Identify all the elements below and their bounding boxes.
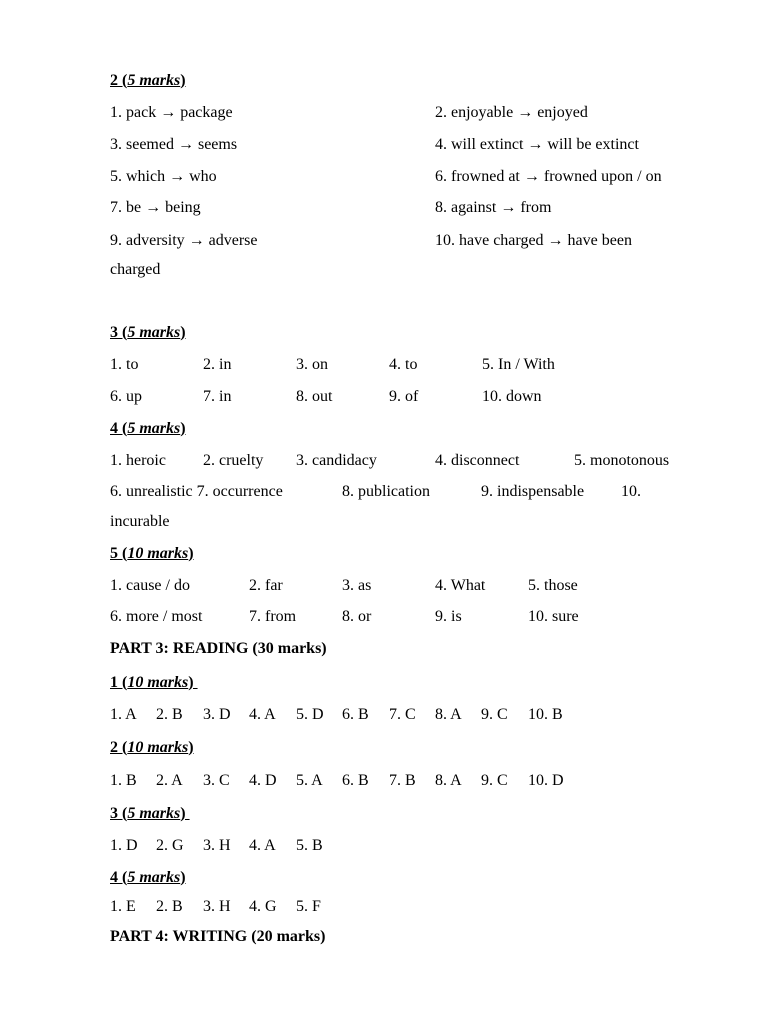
s3-item: 10. down [482, 388, 542, 405]
r2-answer: 6. B [342, 772, 369, 789]
r3-answer: 4. A [249, 837, 276, 854]
s2-item: 8. against → from [435, 199, 552, 216]
s4-item: 10. [621, 483, 641, 500]
section-4-heading: 4 (5 marks) [110, 420, 186, 437]
section-2-heading: 2 (5 marks) [110, 72, 186, 89]
s4-item: 5. monotonous [574, 452, 670, 469]
s3-item: 3. on [296, 356, 328, 373]
s2-item: 7. be → being [110, 199, 201, 216]
r2-answer: 5. A [296, 772, 323, 789]
r1-answer: 5. D [296, 706, 324, 723]
r1-answer: 9. C [481, 706, 508, 723]
s3-item: 5. In / With [482, 356, 555, 373]
s5-item: 5. those [528, 577, 578, 594]
r2-answer: 2. A [156, 772, 183, 789]
reading-4-heading: 4 (5 marks) [110, 869, 186, 886]
section-3-heading: 3 (5 marks) [110, 324, 186, 341]
s4-item: 1. heroic [110, 452, 166, 469]
r2-answer: 3. C [203, 772, 230, 789]
s5-item: 9. is [435, 608, 462, 625]
s4-item: 8. publication [342, 483, 430, 500]
section-5-heading: 5 (10 marks) [110, 545, 194, 562]
s4-item-wrap: incurable [110, 513, 170, 530]
s2-item: 1. pack → package [110, 104, 233, 121]
r4-answer: 4. G [249, 898, 277, 915]
s2-item-wrap: charged [110, 261, 161, 278]
s4-item: 4. disconnect [435, 452, 520, 469]
r2-answer: 9. C [481, 772, 508, 789]
s5-item: 8. or [342, 608, 372, 625]
s3-item: 1. to [110, 356, 139, 373]
s5-item: 3. as [342, 577, 372, 594]
r4-answer: 5. F [296, 898, 321, 915]
s3-item: 2. in [203, 356, 232, 373]
r1-answer: 1. A [110, 706, 137, 723]
reading-1-heading: 1 (10 marks) [110, 674, 198, 691]
s2-item: 6. frowned at → frowned upon / on [435, 168, 662, 185]
s5-item: 4. What [435, 577, 486, 594]
reading-2-heading: 2 (10 marks) [110, 739, 194, 756]
r1-answer: 3. D [203, 706, 231, 723]
s4-item: 9. indispensable [481, 483, 585, 500]
r1-answer: 2. B [156, 706, 183, 723]
r3-answer: 3. H [203, 837, 231, 854]
r2-answer: 8. A [435, 772, 462, 789]
r1-answer: 4. A [249, 706, 276, 723]
r3-answer: 5. B [296, 837, 323, 854]
r4-answer: 3. H [203, 898, 231, 915]
s2-item: 4. will extinct → will be extinct [435, 136, 639, 153]
r1-answer: 8. A [435, 706, 462, 723]
s3-item: 9. of [389, 388, 419, 405]
s4-item: 3. candidacy [296, 452, 377, 469]
r3-answer: 1. D [110, 837, 138, 854]
r2-answer: 4. D [249, 772, 277, 789]
s3-item: 6. up [110, 388, 142, 405]
s2-item: 10. have charged → have been [435, 232, 632, 249]
s5-item: 6. more / most [110, 608, 203, 625]
r3-answer: 2. G [156, 837, 184, 854]
s5-item: 7. from [249, 608, 297, 625]
s3-item: 8. out [296, 388, 333, 405]
r1-answer: 6. B [342, 706, 369, 723]
answer-key-page [110, 0, 710, 1024]
s2-item: 5. which → who [110, 168, 217, 185]
r2-answer: 1. B [110, 772, 137, 789]
s5-item: 2. far [249, 577, 283, 594]
s5-item: 10. sure [528, 608, 579, 625]
s5-item: 1. cause / do [110, 577, 190, 594]
r1-answer: 7. C [389, 706, 416, 723]
s2-item: 3. seemed → seems [110, 136, 238, 153]
r2-answer: 10. D [528, 772, 564, 789]
reading-3-heading: 3 (5 marks) [110, 805, 190, 822]
part-3-heading: PART 3: READING (30 marks) [110, 640, 327, 657]
s4-item: 2. cruelty [203, 452, 264, 469]
r4-answer: 2. B [156, 898, 183, 915]
s3-item: 4. to [389, 356, 418, 373]
r2-answer: 7. B [389, 772, 416, 789]
s2-item: 2. enjoyable → enjoyed [435, 104, 588, 121]
s4-item: 6. unrealistic 7. occurrence [110, 483, 283, 500]
s2-item: 9. adversity → adverse [110, 232, 258, 249]
part-4-heading: PART 4: WRITING (20 marks) [110, 928, 326, 945]
r4-answer: 1. E [110, 898, 136, 915]
s3-item: 7. in [203, 388, 232, 405]
r1-answer: 10. B [528, 706, 563, 723]
